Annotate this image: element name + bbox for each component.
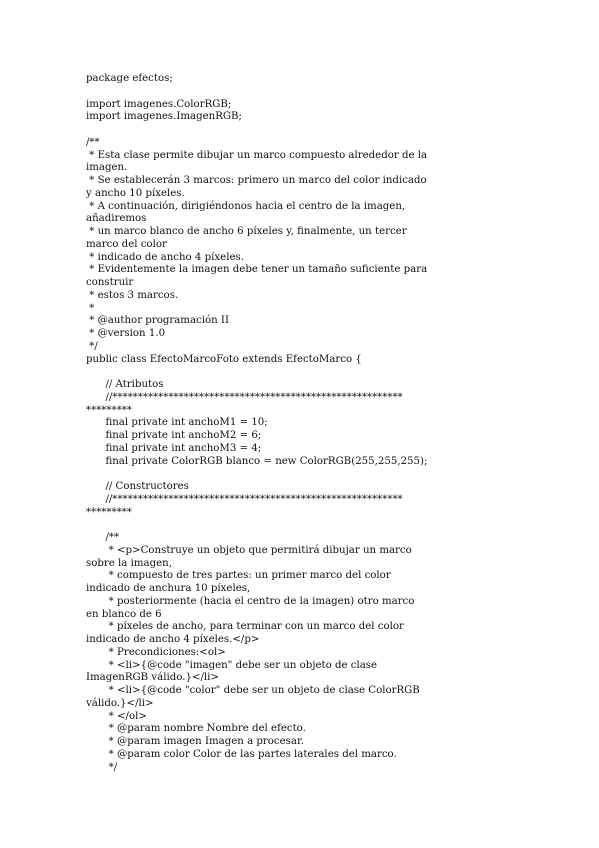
code-line: final private ColorRGB blanco = new ColorRGB(255,255,255); (86, 455, 428, 467)
code-line: // Atributos (86, 379, 164, 390)
code-line: * <p>Construye un objeto que permitirá dibujar un marco (86, 544, 412, 556)
code-line: final private int anchoM1 = 10; (86, 417, 268, 429)
code-line: * Esta clase permite dibujar un marco compuesto alrededor de la (86, 149, 428, 161)
document-page (86, 73, 516, 774)
code-line (86, 366, 516, 379)
code-line: indicado de ancho 4 píxeles.</p> (86, 634, 260, 645)
code-line: * indicado de ancho 4 píxeles. (86, 251, 244, 263)
code-line (86, 519, 516, 532)
code-line: ImagenRGB válido.}</li> (86, 672, 219, 684)
code-line: // Constructores (86, 481, 189, 492)
code-line: * (86, 302, 95, 314)
code-line: /** (86, 136, 100, 148)
code-line: indicado de anchura 10 píxeles, (86, 583, 251, 594)
code-line: * <li>{@code "color" debe ser un objeto de clase ColorRGB (86, 685, 420, 696)
code-line (86, 468, 516, 481)
code-line: /** (86, 532, 120, 543)
code-line: * @param color Color de las partes laterales del marco. (86, 748, 397, 760)
code-line (86, 124, 516, 137)
code-line: ********* (86, 506, 132, 518)
code-line (86, 86, 516, 99)
code-line: * <li>{@code "imagen" debe ser un objeto de clase (86, 659, 378, 671)
code-line: * A continuación, dirigiéndonos hacia el centro de la imagen, (86, 200, 406, 212)
code-line: sobre la imagen, (86, 557, 172, 569)
code-line: final private int anchoM2 = 6; (86, 430, 262, 441)
code-line: public class EfectoMarcoFoto extends EfectoMarco { (86, 353, 362, 365)
code-line: construir (86, 277, 134, 288)
code-line: * compuesto de tres partes: un primer marco del color (86, 570, 391, 582)
code-line: * @author programación II (86, 315, 229, 327)
code-line: * Evidentemente la imagen debe tener un tamaño suficiente para (86, 264, 428, 276)
code-line: * un marco blanco de ancho 6 píxeles y, finalmente, un tercer (86, 226, 407, 237)
code-line: * posteriormente (hacia el centro de la imagen) otro marco (86, 595, 415, 607)
code-line: * píxeles de ancho, para terminar con un marco del color (86, 621, 404, 633)
code-line: import imagenes.ColorRGB; (86, 98, 232, 110)
code-line: válido.}</li> (86, 697, 154, 709)
code-line: * estos 3 marcos. (86, 289, 179, 301)
code-line: * </ol> (86, 710, 147, 722)
code-line: */ (86, 761, 118, 773)
code-line: //********************************************************* (86, 493, 403, 505)
code-line: añadiremos (86, 213, 147, 225)
code-line: */ (86, 340, 98, 352)
code-line: import imagenes.ImagenRGB; (86, 111, 242, 123)
code-line: marco del color (86, 238, 167, 250)
code-line: * Se establecerán 3 marcos: primero un marco del color indicado (86, 175, 427, 186)
code-line: * @param nombre Nombre del efecto. (86, 723, 306, 735)
code-line: y ancho 10 píxeles. (86, 187, 185, 199)
code-line: * Precondiciones:<ol> (86, 646, 226, 658)
code-line: //********************************************************* (86, 391, 403, 403)
code-line: ********* (86, 404, 132, 416)
code-line: en blanco de 6 (86, 608, 162, 620)
code-line: package efectos; (86, 73, 173, 84)
code-line: * @version 1.0 (86, 328, 166, 339)
source-code-listing (86, 73, 516, 774)
code-line: * @param imagen Imagen a procesar. (86, 736, 304, 747)
code-line: final private int anchoM3 = 4; (86, 442, 262, 454)
code-line: imagen. (86, 162, 128, 174)
